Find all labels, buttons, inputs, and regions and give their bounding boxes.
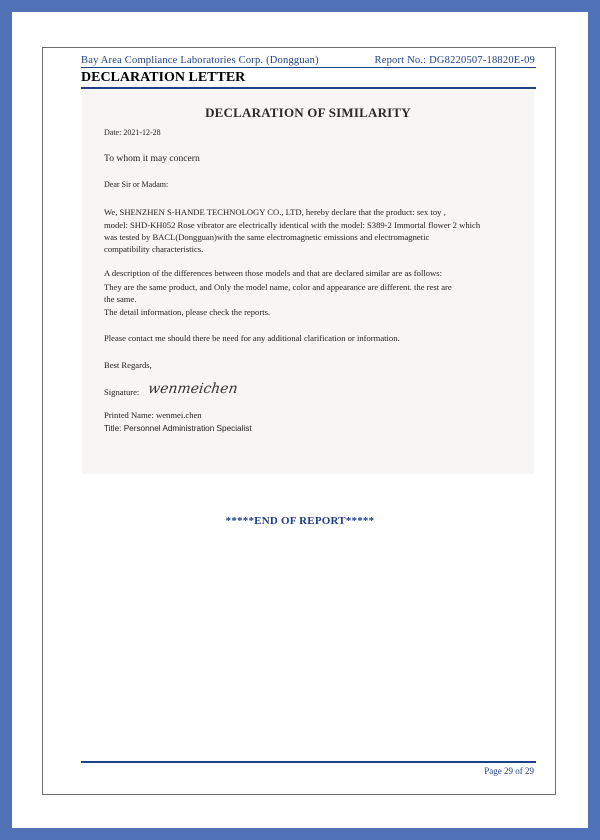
title-line: Title: Personnel Administration Specialist (104, 424, 252, 433)
handwritten-signature (147, 376, 239, 400)
para2-line: The detail information, please check the reports. (104, 307, 271, 317)
section-title-rule (81, 87, 536, 89)
regards-line: Best Regards, (104, 360, 152, 370)
header-rule (81, 67, 536, 68)
page-number: Page 29 of 29 (484, 766, 534, 776)
para2-line: the same. (104, 294, 137, 304)
para1-line: model: SHD-KH052 Rose vibrator are electrically identical with the model: S389-2 Immortal flower 2 which (104, 220, 481, 230)
para1-line: We, SHENZHEN S-HANDE TECHNOLOGY CO., LTD, hereby declare that the product: sex toy , (104, 207, 446, 217)
contact-line: Please contact me should there be need for any additional clarification or information. (104, 333, 400, 343)
para1-line: compatibility characteristics. (104, 244, 204, 254)
letter-addressee: To whom it may concern (104, 153, 200, 164)
para2-line: They are the same product, and Only the model name, color and appearance are different. the rest are (104, 282, 452, 292)
signature-label: Signature: (104, 387, 140, 397)
letter-date: Date: 2021-12-28 (104, 128, 161, 137)
header-report-number: Report No.: DG8220507-18820E-09 (374, 55, 535, 66)
scanned-letter (82, 90, 534, 474)
letter-salutation: Dear Sir or Madam: (104, 180, 169, 189)
letter-title: DECLARATION OF SIMILARITY (205, 105, 411, 120)
end-of-report: *****END OF REPORT***** (225, 515, 375, 527)
svg-text:wenmeichen: wenmeichen (147, 381, 239, 397)
para2-line: A description of the differences between those models and that are declared similar are as follows: (104, 268, 442, 278)
printed-name: Printed Name: wenmei.chen (104, 410, 202, 420)
header-company: Bay Area Compliance Laboratories Corp. (Dongguan) (81, 55, 319, 66)
section-title: DECLARATION LETTER (81, 70, 246, 85)
para1-line: was tested by BACL(Dongguan)with the same electromagnetic emissions and electromagnetic (104, 232, 430, 242)
footer-rule (81, 761, 536, 763)
